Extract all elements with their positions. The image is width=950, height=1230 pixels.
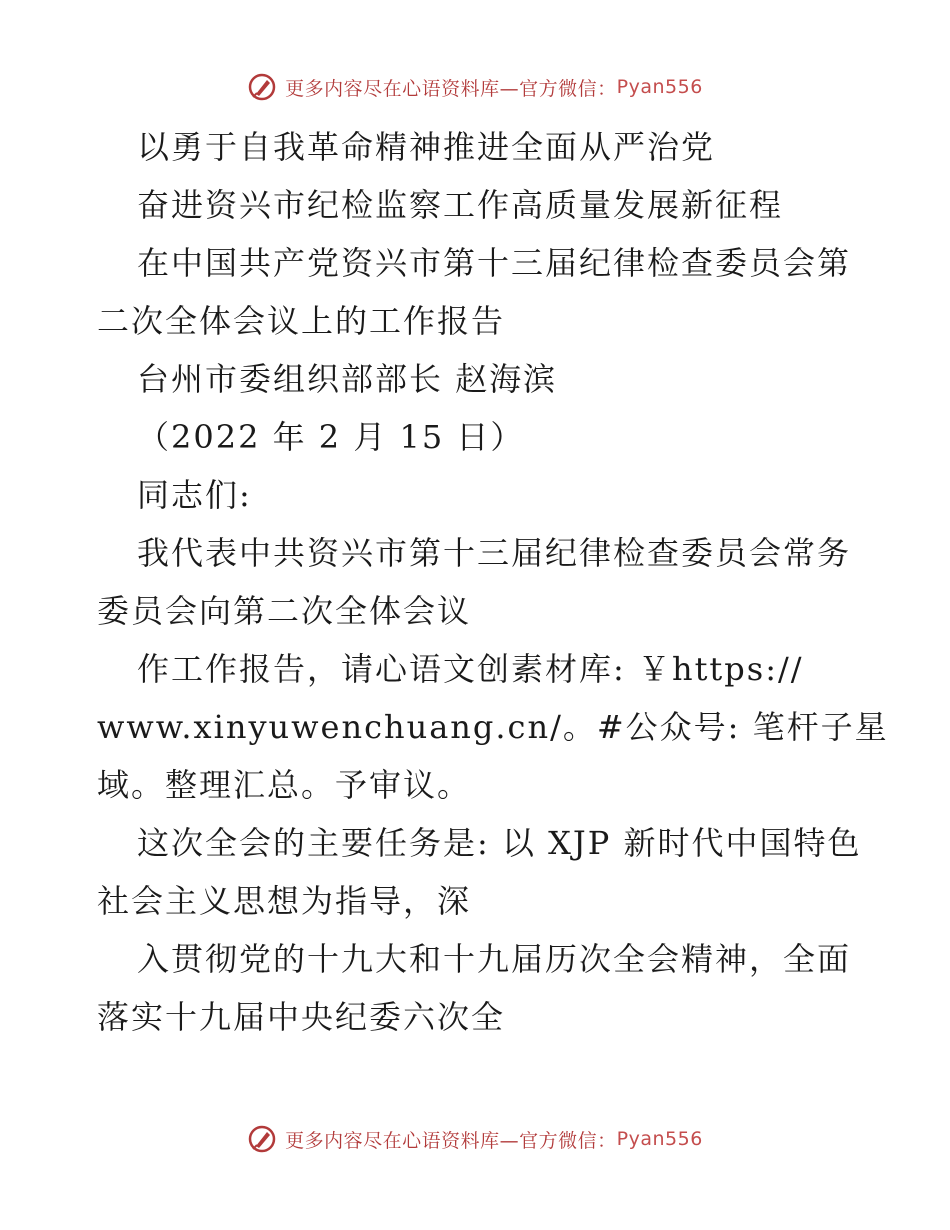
paragraph-line: 我代表中共资兴市第十三届纪律检查委员会常务 <box>137 534 852 572</box>
quill-logo-icon <box>247 1124 277 1154</box>
author-line: 台州市委组织部部长 赵海滨 <box>137 360 558 398</box>
quill-logo-icon <box>247 72 277 102</box>
header-watermark <box>0 72 950 102</box>
salutation-line: 同志们: <box>137 476 252 514</box>
title-line-2: 奋进资兴市纪检监察工作高质量发展新征程 <box>137 186 784 224</box>
watermark-text: 更多内容尽在心语资料库—官方微信： <box>285 1129 617 1152</box>
paragraph-line: 入贯彻党的十九大和十九届历次全会精神，全面 <box>137 940 852 978</box>
paragraph-line: 社会主义思想为指导，深 <box>97 882 472 920</box>
subtitle-line-2: 二次全体会议上的工作报告 <box>97 302 506 340</box>
document-body <box>97 118 889 1046</box>
paragraph-line: 域。整理汇总。予审议。 <box>97 766 472 804</box>
paragraph-line: 落实十九届中央纪委六次全 <box>97 998 506 1036</box>
footer-watermark <box>0 1124 950 1154</box>
paragraph-line: 作工作报告，请心语文创素材库: ￥https:// <box>137 650 804 688</box>
date-line: （2022 年 2 月 15 日） <box>137 418 525 456</box>
paragraph-line: 委员会向第二次全体会议 <box>97 592 472 630</box>
watermark-text: 更多内容尽在心语资料库—官方微信： <box>285 77 617 100</box>
paragraph-line: www.xinyuwenchuang.cn/。#公众号: 笔杆子星 <box>97 708 889 746</box>
paragraph-line: 这次全会的主要任务是: 以 XJP 新时代中国特色 <box>137 824 862 862</box>
watermark-account: Pyan556 <box>616 1128 703 1150</box>
watermark-account: Pyan556 <box>616 76 703 98</box>
title-line-1: 以勇于自我革命精神推进全面从严治党 <box>137 128 716 166</box>
subtitle-line-1: 在中国共产党资兴市第十三届纪律检查委员会第 <box>137 244 852 282</box>
